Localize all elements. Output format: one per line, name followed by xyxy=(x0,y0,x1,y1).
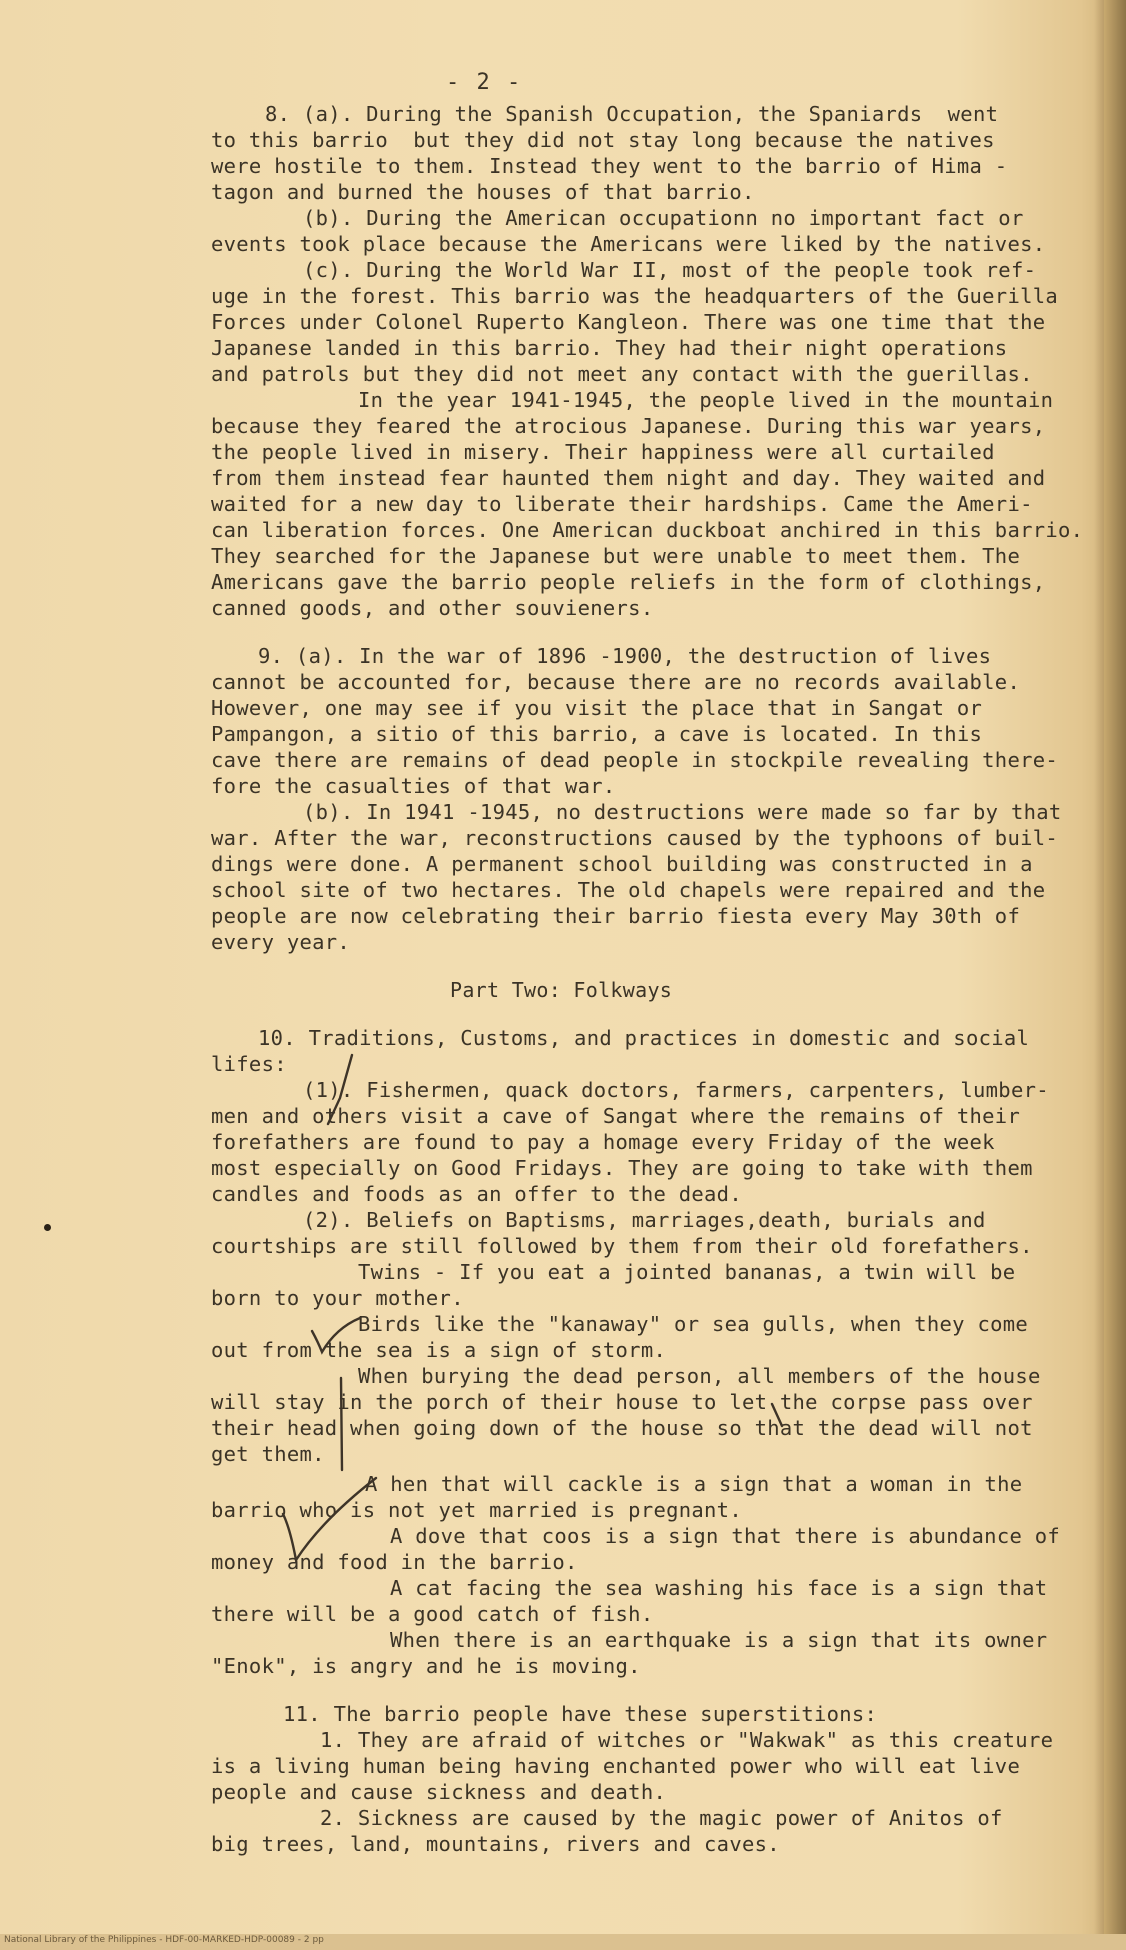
text-line: 9. (a). In the war of 1896 -1900, the destruction of lives xyxy=(258,644,992,668)
text-line: 8. (a). During the Spanish Occupation, the Spaniards went xyxy=(265,102,999,126)
text-line: barrio who is not yet married is pregnant. xyxy=(211,1498,742,1522)
scan-footer xyxy=(0,1934,1126,1950)
text-line: uge in the forest. This barrio was the headquarters of the Guerilla xyxy=(211,284,1059,308)
text-line: to this barrio but they did not stay long because the natives xyxy=(211,128,995,152)
text-line: 10. Traditions, Customs, and practices in domestic and social xyxy=(258,1026,1030,1050)
text-line: there will be a good catch of fish. xyxy=(211,1602,654,1626)
text-line: because they feared the atrocious Japanese. During this war years, xyxy=(211,414,1046,438)
text-line: waited for a new day to liberate their hardships. Came the Ameri- xyxy=(211,492,1033,516)
text-line: were hostile to them. Instead they went to the barrio of Hima - xyxy=(211,154,1008,178)
text-line: 1. They are afraid of witches or "Wakwak" as this creature xyxy=(320,1728,1054,1752)
strike-mark xyxy=(772,1404,782,1426)
text-line: In the year 1941-1945, the people lived in the mountain xyxy=(358,388,1054,412)
text-line: 2. Sickness are caused by the magic power of Anitos of xyxy=(320,1806,1003,1830)
text-line: is a living human being having enchanted power who will eat live xyxy=(211,1754,1021,1778)
text-line: every year. xyxy=(211,930,351,954)
text-line: money and food in the barrio. xyxy=(211,1550,578,1574)
text-line: big trees, land, mountains, rivers and caves. xyxy=(211,1832,780,1856)
text-line: dings were done. A permanent school building was constructed in a xyxy=(211,852,1033,876)
text-line: 11. The barrio people have these superstitions: xyxy=(283,1702,878,1726)
text-line: (b). In 1941 -1945, no destructions were made so far by that xyxy=(303,800,1062,824)
text-line: most especially on Good Fridays. They are going to take with them xyxy=(211,1156,1033,1180)
text-line: men and others visit a cave of Sangat where the remains of their xyxy=(211,1104,1021,1128)
text-line: can liberation forces. One American duckboat anchired in this barrio. xyxy=(211,518,1084,542)
text-line: When burying the dead person, all members of the house xyxy=(358,1364,1041,1388)
text-line: They searched for the Japanese but were unable to meet them. The xyxy=(211,544,1021,568)
text-line: A dove that coos is a sign that there is abundance of xyxy=(390,1524,1061,1548)
text-line: lifes: xyxy=(211,1052,287,1076)
text-line: forefathers are found to pay a homage every Friday of the week xyxy=(211,1130,995,1154)
text-line: Birds like the "kanaway" or sea gulls, when they come xyxy=(358,1312,1029,1336)
text-line: canned goods, and other souvieners. xyxy=(211,596,654,620)
text-line: A cat facing the sea washing his face is a sign that xyxy=(390,1576,1048,1600)
text-line: A hen that will cackle is a sign that a woman in the xyxy=(365,1472,1023,1496)
text-line: from them instead fear haunted them night and day. They waited and xyxy=(211,466,1046,490)
text-line: events took place because the Americans were liked by the natives. xyxy=(211,232,1046,256)
text-line: tagon and burned the houses of that barrio. xyxy=(211,180,755,204)
text-line: and patrols but they did not meet any contact with the guerillas. xyxy=(211,362,1033,386)
text-line: get them. xyxy=(211,1442,325,1466)
text-line: (2). Beliefs on Baptisms, marriages,death, burials and xyxy=(303,1208,986,1232)
check-mark-2 xyxy=(283,1478,376,1560)
text-line: (b). During the American occupationn no important fact or xyxy=(303,206,1024,230)
text-line: fore the casualties of that war. xyxy=(211,774,616,798)
text-line: cannot be accounted for, because there are no records available. xyxy=(211,670,1021,694)
text-line: (1). Fishermen, quack doctors, farmers, carpenters, lumber- xyxy=(303,1078,1049,1102)
text-line: candles and foods as an offer to the dead. xyxy=(211,1182,742,1206)
text-line: born to your mother. xyxy=(211,1286,464,1310)
section-heading: Part Two: Folkways xyxy=(450,978,673,1002)
text-line: the people lived in misery. Their happiness were all curtailed xyxy=(211,440,995,464)
text-line: Americans gave the barrio people reliefs in the form of clothings, xyxy=(211,570,1046,594)
text-line: people and cause sickness and death. xyxy=(211,1780,667,1804)
text-line: "Enok", is angry and he is moving. xyxy=(211,1654,641,1678)
text-line: cave there are remains of dead people in stockpile revealing there- xyxy=(211,748,1059,772)
text-line: their head when going down of the house so that the dead will not xyxy=(211,1416,1033,1440)
text-line: out from the sea is a sign of storm. xyxy=(211,1338,667,1362)
text-line: (c). During the World War II, most of the people took ref- xyxy=(303,258,1037,282)
text-line: war. After the war, reconstructions caused by the typhoons of buil- xyxy=(211,826,1059,850)
check-mark-1 xyxy=(312,1318,360,1352)
footer-text: National Library of the Philippines - HDF-00-MARKED-HDP-00089 - 2 pp xyxy=(4,1935,324,1945)
text-line: Forces under Colonel Ruperto Kangleon. There was one time that the xyxy=(211,310,1046,334)
text-line: school site of two hectares. The old chapels were repaired and the xyxy=(211,878,1046,902)
text-line: Pampangon, a sitio of this barrio, a cave is located. In this xyxy=(211,722,983,746)
text-line: Japanese landed in this barrio. They had their night operations xyxy=(211,336,1008,360)
pencil-stroke-1 xyxy=(328,1055,352,1124)
text-line: people are now celebrating their barrio fiesta every May 30th of xyxy=(211,904,1021,928)
text-line: However, one may see if you visit the place that in Sangat or xyxy=(211,696,983,720)
page-number: - 2 - xyxy=(446,70,523,95)
text-line: Twins - If you eat a jointed bananas, a twin will be xyxy=(358,1260,1016,1284)
vertical-bar-mark xyxy=(341,1378,342,1470)
text-line: When there is an earthquake is a sign that its owner xyxy=(390,1628,1048,1652)
text-line: will stay in the porch of their house to let the corpse pass over xyxy=(211,1390,1033,1414)
text-line: courtships are still followed by them from their old forefathers. xyxy=(211,1234,1033,1258)
